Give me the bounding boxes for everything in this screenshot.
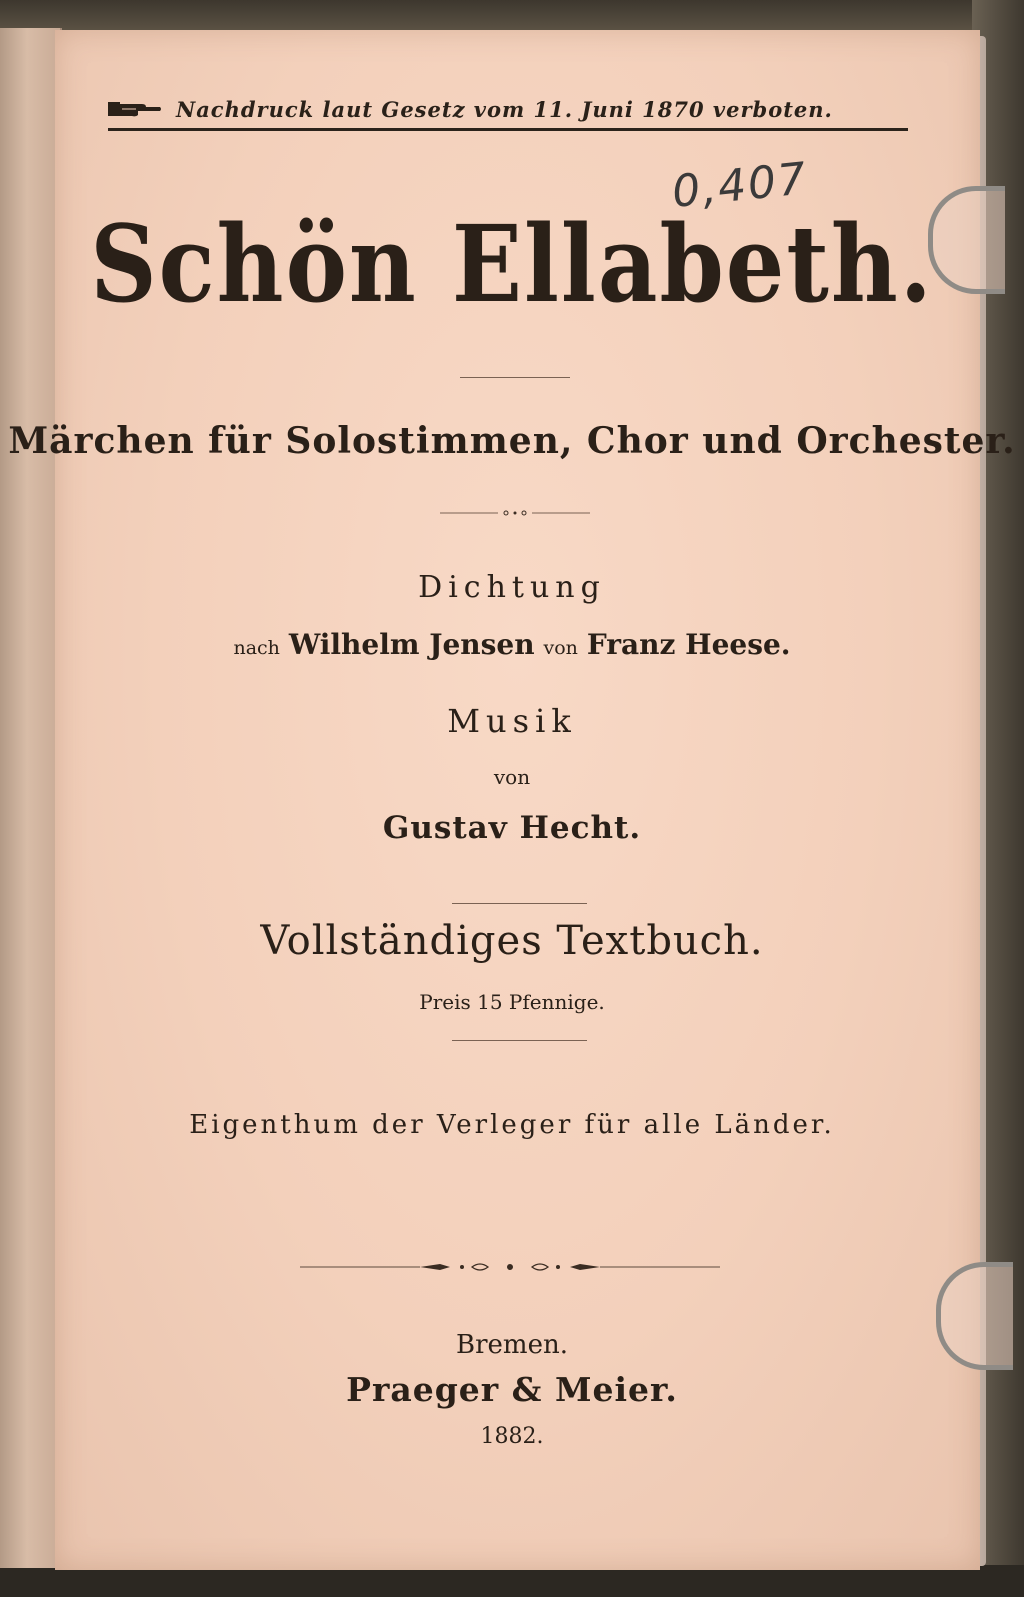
imprint-publisher: Praeger & Meier. [346,1370,678,1409]
title-rule [460,377,570,378]
original-author: Wilhelm Jensen [288,628,535,661]
composer-rule [452,903,587,904]
dichtung-heading: Dichtung [418,570,606,605]
composer-name: Gustav Hecht. [382,810,642,846]
large-ornament [300,1260,720,1274]
authors-prefix: nach [233,637,280,659]
pointing-hand-icon [108,98,162,120]
notice-rule [108,128,908,131]
copyright-notice [108,92,908,126]
price-rule [452,1040,587,1041]
notice-text: Nachdruck laut Gesetz vom 11. Juni 1870 verboten. [176,96,833,122]
imprint-year: 1882. [480,1424,544,1449]
scan-background-top [0,0,1024,30]
page-title: Schön Ellabeth. [90,201,934,327]
librettist: Franz Heese. [586,628,791,661]
subtitle: Märchen für Solostimmen, Chor und Orchester. [8,420,1016,462]
authors-line [0,628,1024,661]
von-label: von [493,765,531,789]
small-ornament [440,508,590,518]
musik-heading: Musik [447,702,577,740]
textbuch-heading: Vollständiges Textbuch. [260,918,764,964]
imprint-city: Bremen. [456,1330,568,1360]
authors-connector: von [543,637,578,659]
shelfmark-annotation: 0,407 [669,153,811,218]
price-line: Preis 15 Pfennige. [419,990,605,1014]
rights-line: Eigenthum der Verleger für alle Länder. [189,1110,835,1140]
